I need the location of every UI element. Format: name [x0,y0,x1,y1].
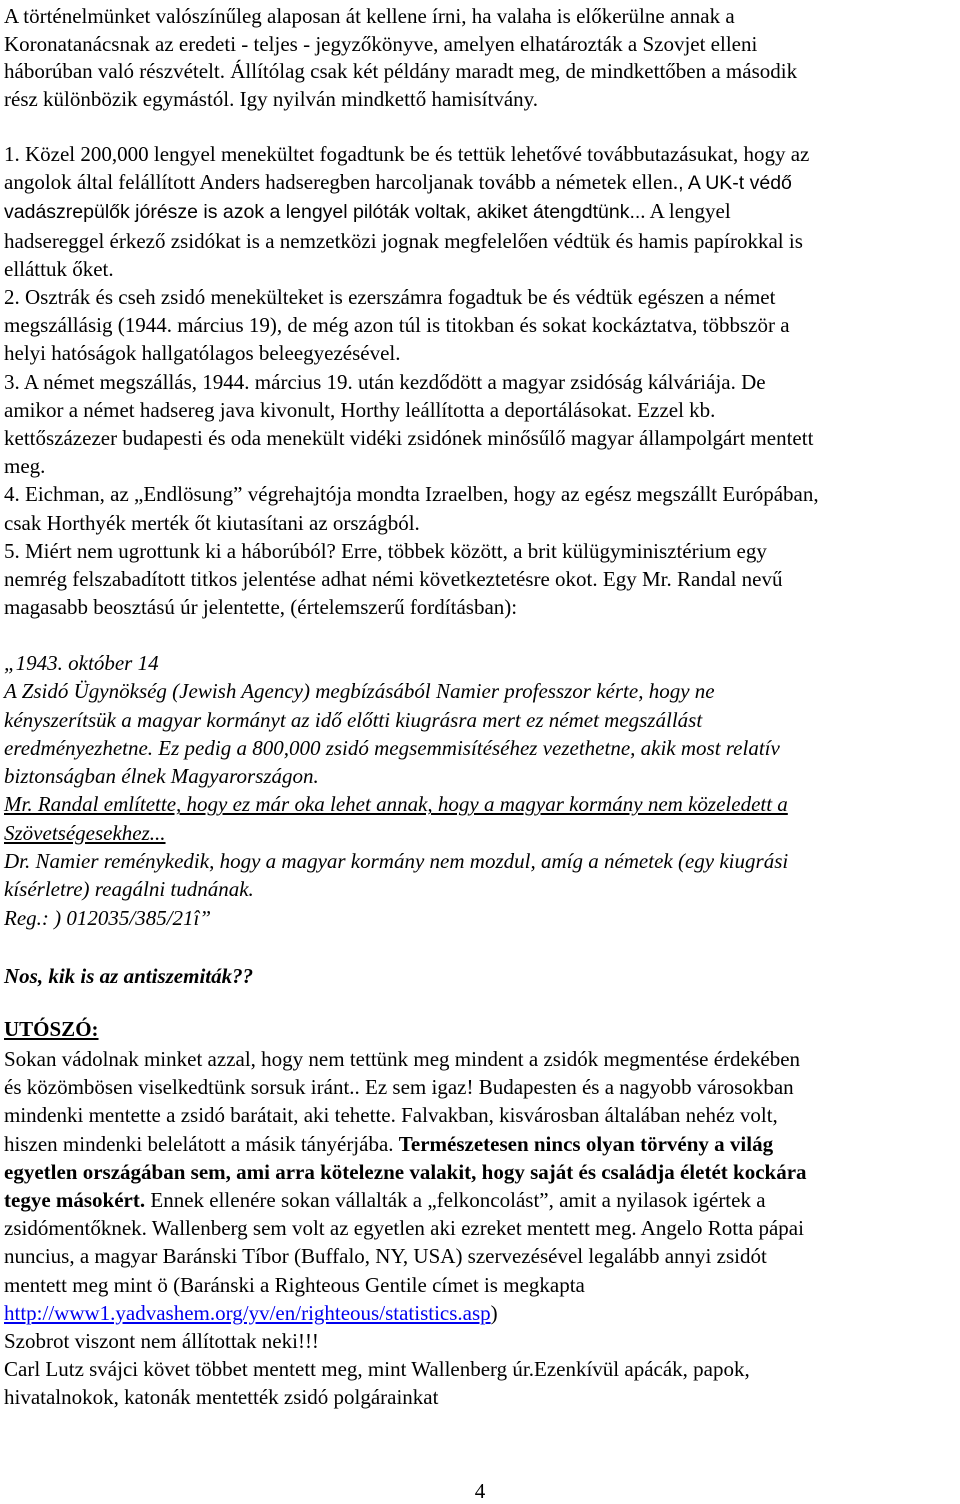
afterword-bold-text: egyetlen országában sem, ami arra kötelezne valakit, hogy saját és családja életét kockára [4,1159,807,1184]
intro-line: Koronatanácsnak az eredeti - teljes - jegyzőkönyve, amelyen elhatározták a Szovjet elleni [4,31,758,56]
point-3-line: kettőszázezer budapesti és oda menekült vidéki zsidónek minősűlő magyar állampolgárt mentett [4,426,814,451]
point-1-text: . A lengyel [640,199,731,224]
point-1-text: angolok által felállított Anders hadseregben harcoljanak tovább a németek ellen. [4,170,679,195]
afterword-bold-text: tegye másokért. [4,1188,146,1213]
afterword-text: hiszen mindenki belelátott a másik tányérjába. [4,1131,394,1156]
afterword-line: hivatalnokok, katonák mentették zsidó polgárainkat [4,1385,439,1410]
afterword-line [4,1186,956,1214]
quote-line: eredményezhetne. Ez pedig a 800,000 zsidó megsemmisítéséhez vezethetne, akik most relatív [4,735,780,760]
quote-line: Dr. Namier reménykedik, hogy a magyar kormány nem mozdul, amíg a németek (egy kiugrási [4,849,789,874]
point-1-line: hadsereggel érkező zsidókat is a nemzetközi jognak megfelelően védtük és hamis papírokkal is [4,228,803,253]
quote-line: kísérletre) reagálni tudnának. [4,877,254,902]
afterword-line: zsidómentőknek. Wallenberg sem volt az egyetlen aki ezreket mentett meg. Angelo Rotta pápai [4,1216,804,1241]
quoted-report [4,649,788,932]
point-2-line: 2. Osztrák és cseh zsidó menekülteket is ezerszámra fogadtuk be és védtük egészen a német [4,285,776,310]
point-1-line: elláttuk őket. [4,256,114,281]
afterword-line [4,1130,956,1158]
page-number: 4 [474,1479,486,1503]
intro-line: háborúban való részvételt. Állítólag csak két példány maradt meg, de mindkettőben a második [4,59,798,84]
quote-reference: Reg.: ) 012035/385/21î” [4,905,212,930]
point-2-line: megszállásig (1944. március 19), de még azon túl is titokban és sokat kockáztatva, többször a [4,313,790,338]
point-3-line: amikor a német hadsereg java kivonult, Horthy leállította a deportálásokat. Ezzel kb. [4,397,716,422]
rhetorical-question: Nos, kik is az antiszemiták?? [4,964,254,988]
afterword-text: ) [490,1300,498,1325]
intro-line: A történelmünket valószínűleg alaposan át kellene írni, ha valaha is előkerülne annak a [4,4,735,28]
intro-paragraph [4,3,797,113]
afterword-line [4,1299,956,1327]
afterword-line: Carl Lutz svájci követ többet mentett meg, mint Wallenberg úr.Ezenkívül apácák, papok, [4,1357,750,1382]
point-5-line: magasabb beosztású úr jelentette, (értelemszerű fordításban): [4,595,518,620]
afterword-line [4,1158,956,1186]
afterword-text: Ennek ellenére sokan vállalták a „felkoncolást”, amit a nyilasok igértek a [150,1188,766,1213]
quote-line: kényszerítsük a magyar kormányt az idő előtti kiugrásra mert ez német megszállást [4,707,703,732]
point-4-line: csak Horthyék merték őt kiutasítani az országból. [4,510,420,535]
quote-underlined-line: Szövetségesekhez... [4,820,166,845]
point-5-line: 5. Miért nem ugrottunk ki a háborúból? Erre, többek között, a brit külügyminisztérium egy [4,538,767,563]
afterword-bold-text: Természetesen nincs olyan törvény a világ [398,1131,774,1156]
point-4-line: 4. Eichman, az „Endlösung” végrehajtója mondta Izraelben, hogy az egész megszállt Európában, [4,482,819,507]
point-3-line: 3. A német megszállás, 1944. március 19. után kezdődött a magyar zsidóság kálváriája. De [4,369,766,394]
afterword-heading: UTÓSZÓ: [4,1017,99,1041]
afterword-line: mentett meg mint ö (Baránski a Righteous Gentile címet is megkapta [4,1272,585,1297]
point-2-line: helyi hatóságok hallgatólagos beleegyezésével. [4,341,401,366]
quote-line: A Zsidó Ügynökség (Jewish Agency) megbízásából Namier professzor kérte, hogy ne [4,679,715,704]
afterword-line: nuncius, a magyar Baránski Tíbor (Buffalo, NY, USA) szervezésével legalább annyi zsidót [4,1244,767,1269]
intro-line: rész különbözik egymástól. Igy nyilván mindkettő hamisítvány. [4,86,539,111]
afterword-body [4,1045,956,1412]
afterword-line: Szobrot viszont nem állítottak neki!!! [4,1329,319,1354]
point-1-sans-text: vadászrepülők jórésze is azok a lengyel pilóták voltak, akiket átengdtünk.. [4,201,641,224]
afterword-line: és közömbösen viselkedtünk sorsuk iránt.. Ez sem igaz! Budapesten és a nagyobb városokban [4,1075,794,1100]
quote-date: „1943. október 14 [4,651,159,675]
quote-underlined-line: Mr. Randal említette, hogy ez már oka lehet annak, hogy a magyar kormány nem közeledett a [4,792,788,817]
point-1-line [4,197,956,226]
afterword-line: Sokan vádolnak minket azzal, hogy nem tettünk meg mindent a zsidók megmentése érdekében [4,1047,801,1071]
point-1-line [4,168,956,197]
point-5-line: nemrég felszabadított titkos jelentése adhat némi következtetésre okot. Egy Mr. Randal nevű [4,567,783,592]
point-1-sans-text: , A UK-t védő [678,172,792,195]
yadvashem-link[interactable]: http://www1.yadvashem.org/yv/en/righteous/statistics.asp [4,1300,491,1325]
point-1-line: 1. Közel 200,000 lengyel menekültet fogadtunk be és tettük lehetővé továbbutazásukat, hogy az [4,142,810,166]
numbered-points [4,140,956,621]
point-3-line: meg. [4,454,46,479]
afterword-line: mindenki mentette a zsidó barátait, aki tehette. Falvakban, kisvárosban általában nehéz volt, [4,1103,778,1128]
quote-line: biztonságban élnek Magyarországon. [4,764,319,789]
